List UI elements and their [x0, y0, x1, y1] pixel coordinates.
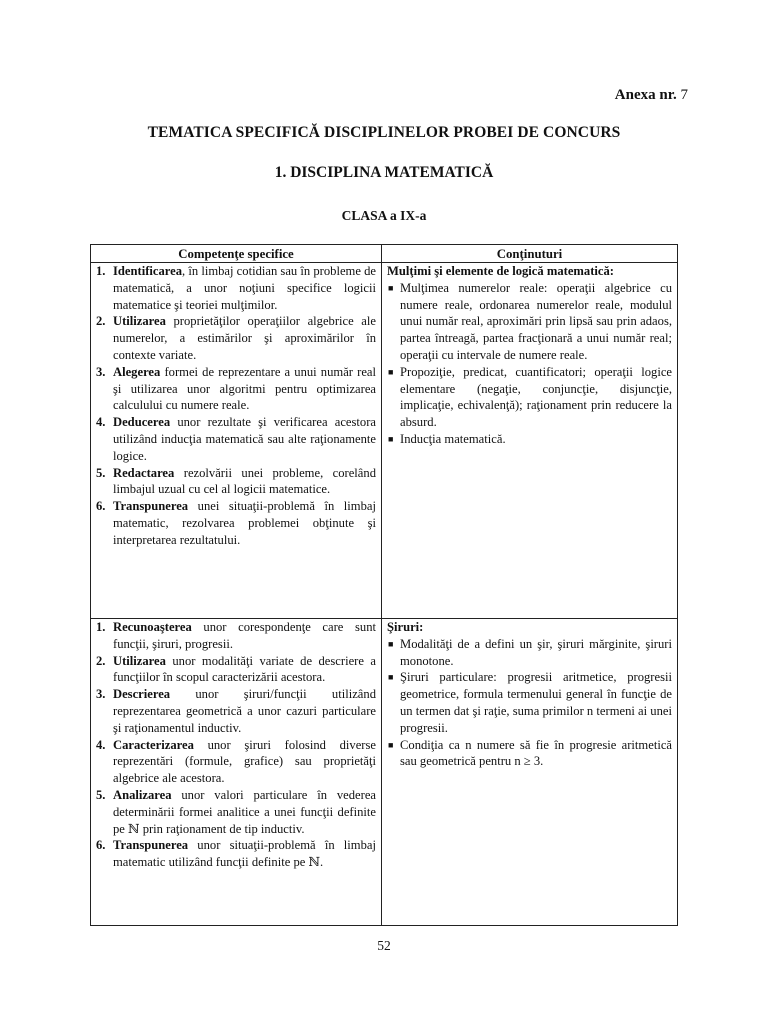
list-item: [96, 465, 376, 499]
item-number: 5.: [96, 465, 106, 480]
item-keyword: Identificarea: [113, 264, 183, 278]
item-keyword: Utilizarea: [113, 653, 166, 668]
competences-cell: [91, 619, 382, 926]
item-keyword: Caracterizarea: [113, 737, 194, 752]
list-item: [96, 364, 376, 414]
table-row: [91, 263, 678, 619]
page-number: 52: [377, 938, 391, 953]
square-bullet-icon: ■: [388, 638, 394, 649]
list-item: [96, 414, 376, 464]
square-bullet-icon: ■: [388, 282, 394, 293]
item-number: 2.: [96, 314, 106, 329]
section-title: Mulţimi şi elemente de logică matematică:: [387, 264, 614, 278]
list-item: [96, 837, 376, 871]
item-text: Inducţia matematică.: [400, 431, 506, 446]
grade-heading: CLASA a IX-a: [341, 208, 427, 223]
item-keyword: Redactarea: [113, 465, 175, 480]
contents-cell: [382, 619, 678, 926]
item-number: 2.: [96, 653, 106, 668]
list-item: [387, 669, 672, 736]
list-item: [387, 431, 672, 448]
square-bullet-icon: ■: [388, 433, 394, 444]
square-bullet-icon: ■: [388, 672, 394, 683]
item-number: 1.: [96, 620, 106, 634]
competences-list: [96, 619, 376, 871]
item-text: rezolvării unei probleme, corelând limbajul uzual cu cel al logicii matematice.: [113, 465, 376, 497]
item-text: Propoziţie, predicat, cuantificatori; operaţii logice elementare (negaţie, conjuncţie, disjuncţie, implicaţie, echivalenţă); raţionament prin reducere la absurd.: [400, 364, 672, 430]
contents-cell: [382, 263, 678, 619]
list-item: [387, 636, 672, 670]
item-number: 5.: [96, 787, 106, 802]
item-number: 1.: [96, 264, 106, 278]
item-text: unei situaţii-problemă în limbaj matematic, rezolvarea problemei obţinute şi interpretarea rezultatului.: [113, 499, 376, 547]
list-item: [96, 619, 376, 653]
list-item: [96, 787, 376, 837]
item-keyword: Analizarea: [113, 787, 172, 802]
item-text: unor corespondenţe care sunt funcţii, şiruri, progresii.: [113, 620, 376, 651]
item-text: , în limbaj cotidian sau în probleme de matematică, a unor noţiuni specifice logicii matematice şi teoriei mulţimilor.: [113, 264, 376, 312]
item-keyword: Recunoaşterea: [113, 620, 192, 634]
list-item: [387, 737, 672, 771]
item-text: unor rezultate şi verificarea acestora utilizând inducţia matematică sau alte raţionamente logice.: [113, 415, 376, 463]
item-number: 6.: [96, 838, 106, 853]
list-item: [96, 313, 376, 363]
item-number: 6.: [96, 499, 106, 514]
item-keyword: Transpunerea: [113, 838, 189, 853]
square-bullet-icon: ■: [388, 739, 394, 750]
annex-label: [615, 87, 688, 104]
header-competences: Competenţe specifice: [91, 245, 382, 263]
item-keyword: Descrierea: [113, 687, 171, 702]
list-item: [96, 737, 376, 787]
item-number: 3.: [96, 687, 106, 702]
item-keyword: Transpunerea: [113, 499, 189, 514]
item-number: 3.: [96, 364, 106, 379]
item-text: proprietăţilor operaţiilor algebrice ale numerelor, a estimărilor şi aproximărilor în contexte variate.: [113, 314, 376, 362]
discipline-heading: 1. DISCIPLINA MATEMATICĂ: [274, 164, 494, 181]
item-text: unor modalităţi variate de descriere a funcţiilor în scopul caracterizării acestora.: [113, 653, 376, 685]
contents-list: [387, 636, 672, 770]
item-text: formei de reprezentare a unui număr real şi utilizarea unor algoritmi pentru optimizarea calculului cu numere reale.: [113, 364, 376, 413]
item-text: unor valori particulare în vederea determinării formei analitice a unei funcţii definite pe ℕ prin raţionament de tip inductiv.: [113, 787, 376, 836]
item-text: Şiruri particulare: progresii aritmetice, progresii geometrice, formula termenului general în funcţie de un termen dat şi raţie, suma primilor n termeni ai unei progresii.: [400, 670, 672, 735]
table-header-row: [91, 245, 678, 263]
competences-cell: [91, 263, 382, 619]
item-text: Modalităţi de a defini un şir, şiruri mărginite, şiruri monotone.: [400, 636, 672, 668]
curriculum-table: [90, 244, 678, 926]
annex-label-bold: Anexa nr.: [614, 87, 677, 103]
table-row: [91, 619, 678, 926]
item-text: unor situaţii-problemă în limbaj matematic utilizând funcţii definite pe ℕ.: [113, 838, 376, 870]
competences-list: [96, 263, 376, 549]
list-item: [96, 263, 376, 313]
section-title: Şiruri:: [387, 620, 424, 634]
item-keyword: Alegerea: [113, 364, 161, 379]
item-text: unor şiruri folosind diverse reprezentări (formule, grafice) sau proprietăţi algebrice ale acestora.: [113, 737, 376, 786]
list-item: [96, 498, 376, 548]
list-item: [96, 686, 376, 736]
list-item: [387, 364, 672, 431]
item-keyword: Deducerea: [113, 415, 171, 430]
item-number: 4.: [96, 737, 106, 752]
list-item: [96, 653, 376, 687]
document-title: TEMATICA SPECIFICĂ DISCIPLINELOR PROBEI DE CONCURS: [147, 124, 621, 141]
contents-list: [387, 280, 672, 448]
annex-number: 7: [680, 87, 688, 103]
header-contents: Conţinuturi: [382, 245, 678, 263]
item-keyword: Utilizarea: [113, 314, 166, 329]
item-text: unor şiruri/funcţii utilizând reprezentarea geometrică a unor cazuri particulare şi raţionamentul inductiv.: [113, 687, 376, 735]
list-item: [387, 280, 672, 364]
square-bullet-icon: ■: [388, 366, 394, 377]
item-text: Mulţimea numerelor reale: operaţii algebrice cu numere reale, ordonarea numerelor reale, modulul unui număr real, aproximări prin lipsă sau prin adaos, partea întreagă, partea fracţionară a unui număr real; operaţii cu intervale de numere reale.: [400, 280, 672, 362]
item-text: Condiţia ca n numere să fie în progresie aritmetică sau geometrică pentru n ≥ 3.: [400, 737, 672, 769]
item-number: 4.: [96, 415, 106, 430]
